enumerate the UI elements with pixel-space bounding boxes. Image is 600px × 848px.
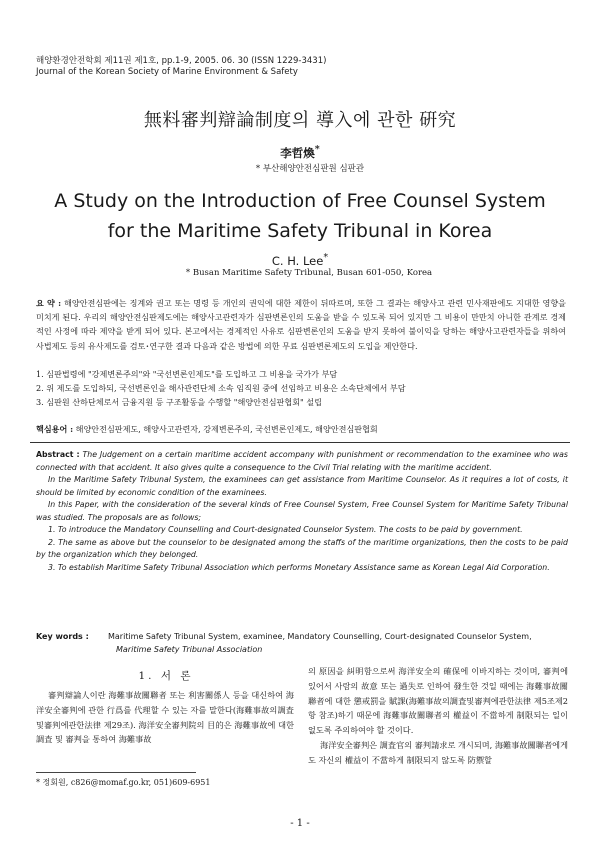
keywords-ko (36, 422, 566, 436)
author-en-mark: * (323, 252, 329, 263)
section-title-introduction: 1. 서 론 (138, 670, 194, 682)
paper-title-en (0, 186, 600, 246)
page-number: - 1 - (290, 818, 310, 829)
abstract-ko-item: 1. 심판법령에 "강제변론주의"와 "국선변론인제도"를 도입하고 그 비용을 국가가 부담 (36, 369, 338, 379)
author-ko-mark: * (314, 144, 320, 155)
author-ko-name: 李哲煥 (280, 145, 315, 160)
abstract-ko-item: 3. 심판원 산하단체로서 금융지원 등 구조활동을 수행할 "해양안전심판협회" 설립 (36, 397, 322, 408)
abstract-en-p2: In the Maritime Safety Tribunal System, the examinees can get assistance from Maritime Counselor. As it requires a lot of costs, it should be limited by economic condition of the examinees. (36, 475, 568, 497)
abstract-en-item: 2. The same as above but the counselor to be designated among the staffs of the maritime organizations, then the costs to be paid by the organization which they belonged. (36, 537, 568, 559)
journal-header-en: Journal of the Korean Society of Marine Environment & Safety (36, 67, 298, 77)
keywords-ko-label: 핵심용어 : (36, 424, 74, 434)
journal-header-ko: 해양환경안전학회 제11권 제1호, pp.1-9, 2005. 06. 30 (ISSN 1229-3431) (36, 56, 327, 66)
abstract-en (36, 449, 568, 574)
abstract-en-p1: The Judgement on a certain maritime accident accompany with punishment or recommendation to the examinee who was connected with that accident. It also gives quite a consequence to the Civil Trial relating with the maritime accident. (36, 450, 568, 472)
affiliation-en: * Busan Maritime Safety Tribunal, Busan 601-050, Korea (185, 268, 433, 278)
keywords-ko-text: 해양안전심판제도, 해양사고관련자, 강제변론주의, 국선변론인제도, 해양안전심판협회 (75, 424, 378, 434)
abstract-ko-text: 해양안전심판에는 징계와 권고 또는 명령 등 개인의 권익에 대한 제한이 뒤따르며, 또한 그 결과는 해양사고 관련 민사재판에도 지대한 영향을 미치게 된다. 우리의 해양안전심판제도에는 해양사고관련자가 심판변론인의 도움을 받을 수 있도록 되어 있지만 그 비용이 만만치 아니한 관계로 경제적인 사정에 따라 제약을 받게 되어 있다. 본고에서는 경제적인 사유로 심판변론인의 도움을 받지 못하여 불이익을 당하는 해양사고관련자들을 위하여 사법제도 등의 유사제도를 검토･연구한 결과 다음과 같은 방법에 의한 무료 심판변론제도의 도입을 제안한다. (36, 298, 567, 351)
keywords-en-label: Key words : (36, 632, 89, 641)
paper-title-ko: 無料審判辯論制度의 導入에 관한 硏究 (143, 110, 457, 131)
author-en-name: C. H. Lee (271, 253, 324, 268)
body-right-paragraph: 의 原因을 糾明함으로써 海洋安全의 確保에 이바지하는 것이며, 審判에 있어서 사람의 故意 또는 過失로 인하여 發生한 것일 때에는 海難事故關聯者에 대한 懲戒罰을 賦課(海難事故의調査및審判에관한法律 제5조제2항 참조)하기 때문에 海難事故關聯者의 權益이 不當하게 制限되는 일이 없도록 주의하여야 할 것이다. (308, 666, 568, 736)
author-en (0, 252, 600, 268)
abstract-ko-items (36, 367, 566, 410)
body-column-right (308, 664, 568, 768)
body-left-paragraph: 審判辯論人이란 海難事故關聯者 또는 利害關係人 등을 대신하여 海洋安全審判에 관한 行爲를 代理할 수 있는 자를 말한다(海難事故의調査및審判에관한法律 제29조). 海洋安全審判院의 目的은 海難事故에 대한 調査 및 審判을 통하여 海難事故 (36, 690, 294, 745)
abstract-ko (36, 296, 566, 353)
abstract-divider (30, 442, 570, 443)
abstract-en-item: 1. To introduce the Mandatory Counselling and Court-designated Counselor System. The costs to be paid by government. (48, 525, 523, 534)
abstract-ko-item: 2. 위 제도를 도입하되, 국선변론인을 해사관련단체 소속 임직원 중에 선임하고 비용은 소속단체에서 부담 (36, 383, 406, 394)
body-right-paragraph: 海洋安全審判은 調査官의 審判請求로 개시되며, 海難事故關聯者에게도 자신의 權益이 不當하게 制限되지 않도록 防禦할 (308, 739, 568, 765)
paper-title-en-line2: for the Maritime Safety Tribunal in Korea (107, 220, 493, 242)
abstract-en-item: 3. To establish Maritime Safety Tribunal Association which performs Monetary Assistance same as Korean Legal Aid Corporation. (48, 562, 550, 572)
author-ko (0, 144, 600, 161)
affiliation-ko: * 부산해양안전심판원 심판관 (255, 164, 365, 174)
abstract-en-p3: In this Paper, with the consideration of the several kinds of Free Counsel System, Free Counsel System for Maritime Safety Tribunal was studied. The proposals are as follows; (36, 500, 568, 522)
keywords-en (36, 630, 532, 656)
footnote: * 정회원, c826@momaf.go.kr, 051)609-6951 (36, 778, 211, 787)
abstract-ko-label: 요 약 : (36, 298, 62, 308)
body-column-left (36, 688, 294, 747)
keywords-en-line1: Maritime Safety Tribunal System, examinee, Mandatory Counselling, Court-designated Counselor System, (108, 632, 532, 641)
keywords-en-line2: Maritime Safety Tribunal Association (116, 645, 263, 654)
paper-title-en-line1: A Study on the Introduction of Free Counsel System (54, 190, 546, 212)
abstract-en-label: Abstract : (36, 450, 80, 459)
footnote-divider (36, 772, 196, 773)
